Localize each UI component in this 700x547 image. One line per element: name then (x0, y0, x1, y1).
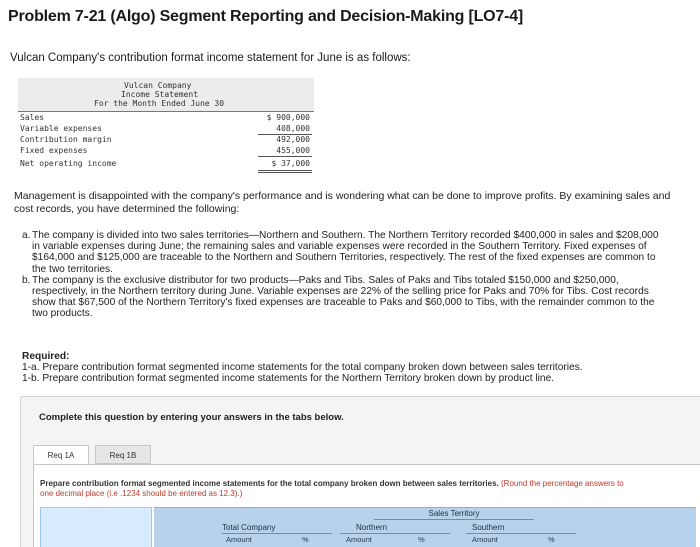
facts-list (22, 230, 662, 320)
southern-rule (466, 533, 576, 534)
northern-header: Northern (356, 523, 388, 532)
row-label: Net operating income (20, 159, 117, 168)
tab-req-1b[interactable]: Req 1B (95, 445, 151, 464)
row-label: Variable expenses (20, 124, 102, 133)
southern-amount-header: Amount (472, 535, 498, 544)
required-heading: Required: (22, 351, 70, 362)
statement-company: Vulcan Company (124, 81, 192, 90)
northern-percent-header: % (418, 535, 425, 544)
required-line: 1-b. Prepare contribution format segmented income statements for the Northern Territory broken down by product line. (22, 373, 555, 385)
statement-row-fixed-expenses (18, 145, 314, 157)
underline-rule (258, 156, 312, 157)
total-company-header: Total Company (222, 523, 276, 532)
northern-amount-header: Amount (346, 535, 372, 544)
sales-territory-header: Sales Territory (374, 509, 534, 520)
required-line: 1-a. Prepare contribution format segmented income statements for the total company broken down between sales territories. (22, 362, 583, 374)
row-label: Fixed expenses (20, 146, 88, 155)
double-underline-rule (258, 170, 312, 173)
page-title: Problem 7-21 (Algo) Segment Reporting and Decision-Making [LO7-4] (8, 8, 524, 25)
row-label-column (40, 507, 152, 547)
southern-percent-header: % (548, 535, 555, 544)
required-section (22, 351, 662, 385)
row-amount: 455,000 (276, 146, 310, 155)
list-marker: a. (22, 230, 31, 241)
management-paragraph: Management is disappointed with the company's performance and is wondering what can be done to improve profits. By examining sales and cost records, you have determined the following: (14, 190, 671, 215)
complete-instruction: Complete this question by entering your answers in the tabs below. (39, 412, 344, 423)
tab-content (33, 464, 700, 547)
northern-rule (340, 533, 450, 534)
row-amount: $ 37,000 (271, 159, 310, 168)
tab-req-1a[interactable]: Req 1A (33, 445, 89, 464)
row-label: Contribution margin (20, 135, 112, 144)
list-item (22, 230, 662, 275)
list-text: The company is the exclusive distributor for two products—Paks and Tibs. Sales of Paks and Tibs totaled $150,000 and $250,000, respectively, in the Northern territory during June. Variable expenses are 22% of the selling price for Paks and 70% for Tibs. Cost records show that $67,500 of the Northern Territory's fixed expenses are traceable to Paks and $60,000 to Tibs, with the remainder common to the two products. (32, 274, 655, 320)
list-item (22, 275, 662, 320)
rounding-hint: (Round the percentage answers to one decimal place (i.e .1234 should be entered as 12.3).) (40, 479, 624, 498)
row-amount: 408,000 (276, 124, 310, 133)
list-marker: b. (22, 274, 31, 286)
statement-period: For the Month Ended June 30 (94, 99, 225, 108)
total-percent-header: % (302, 535, 309, 544)
income-statement-header (18, 78, 314, 112)
statement-row-net-operating-income (18, 158, 314, 170)
row-label: Sales (20, 113, 45, 122)
total-amount-header: Amount (226, 535, 252, 544)
total-company-rule (222, 533, 332, 534)
answer-panel (20, 396, 700, 547)
statement-name: Income Statement (121, 90, 199, 99)
segment-table-header (40, 507, 696, 547)
tab-instruction (40, 479, 630, 499)
income-statement (18, 78, 314, 175)
intro-text: Vulcan Company's contribution format income statement for June is as follows: (10, 52, 411, 64)
list-text: The company is divided into two sales territories—Northern and Southern. The Northern Territory recorded $400,000 in sales and $208,000 in variable expenses during June; the remaining sales and variable expenses were recorded in the Southern Territory. Fixed expenses of $164,000 and $125,000 are traceable to the Northern and Southern Territories, respectively. The rest of the fixed expenses are common to the two territories. (32, 230, 659, 275)
row-amount: $ 900,000 (266, 113, 310, 122)
southern-header: Southern (472, 523, 505, 532)
row-amount: 492,000 (276, 135, 310, 144)
instruction-text: Prepare contribution format segmented income statements for the total company broken down between sales territories. (40, 479, 499, 488)
